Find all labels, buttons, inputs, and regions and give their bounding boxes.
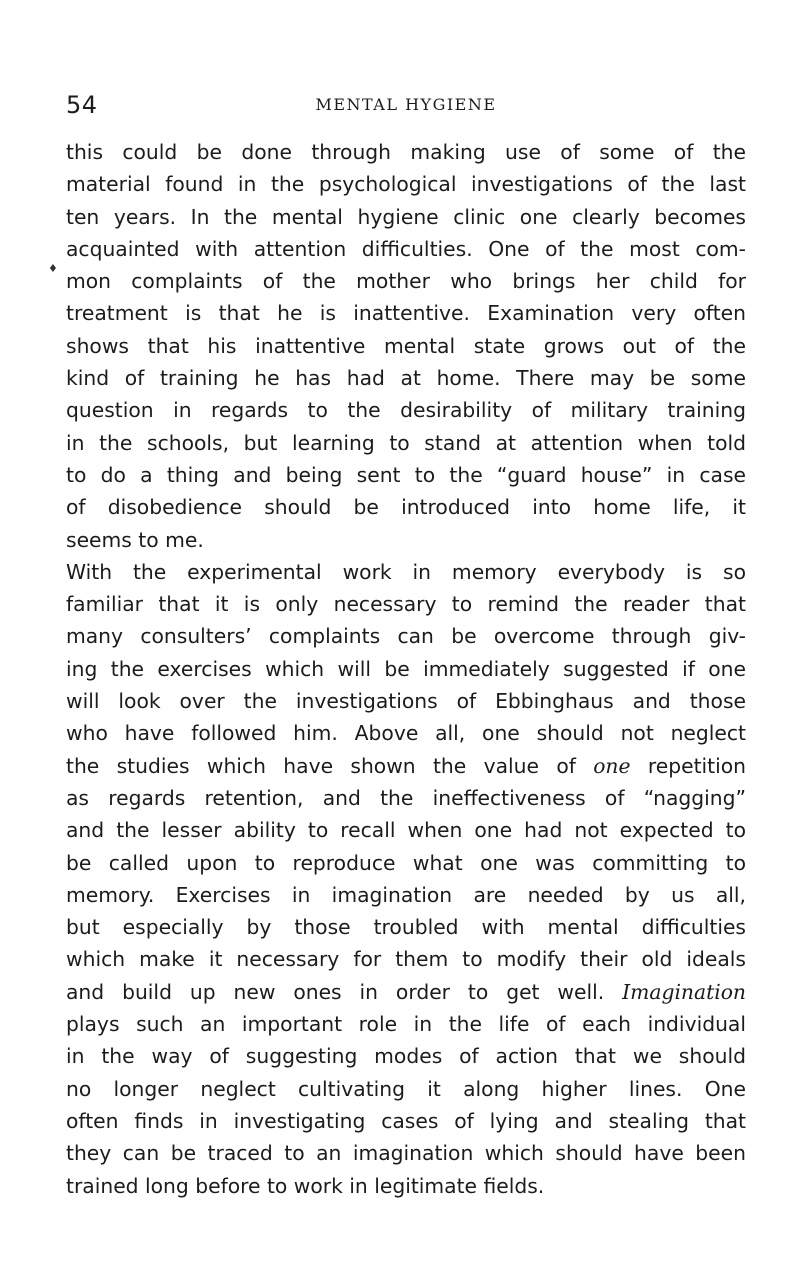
text-line: treatment is that he is inattentive. Examination very often [66,301,746,326]
text-line: familiar that it is only necessary to remind the reader that [66,592,746,617]
text-line: this could be done through making use of some of the [66,140,746,164]
text-line: to do a thing and being sent to the “guard house” in case [66,462,746,487]
italic-word-one: one [593,753,631,778]
text-line: ing the exercises which will be immediately suggested if one [66,656,746,681]
text-segment: the studies which have shown the value of [66,753,576,778]
text-line: plays such an important role in the life of each individual [66,1012,746,1037]
text-line: of disobedience should be introduced into home life, it [66,495,746,520]
paragraph-start-line: With the experimental work in memory everybody is so [66,559,746,584]
text-line: they can be traced to an imagination which should have been [66,1141,746,1166]
text-line: material found in the psychological investigations of the last [66,172,746,197]
text-line-with-italic [66,976,746,1008]
text-line: who have followed him. Above all, one should not neglect [66,721,746,746]
text-line: mon complaints of the mother who brings her child for [66,269,746,294]
text-line: often finds in investigating cases of lying and stealing that [66,1108,746,1133]
text-line-with-italic [66,750,746,782]
text-line: many consulters’ complaints can be overcome through giv- [66,624,746,649]
text-line: as regards retention, and the ineffectiveness of “nagging” [66,785,746,810]
text-line: no longer neglect cultivating it along higher lines. One [66,1076,746,1101]
text-line: shows that his inattentive mental state grows out of the [66,333,746,358]
text-line: ten years. In the mental hygiene clinic one clearly becomes [66,204,746,229]
text-line: but especially by those troubled with mental difficulties [66,915,746,940]
italic-word-imagination: Imagination [622,979,746,1004]
text-line: in the schools, but learning to stand at attention when told [66,430,746,455]
paragraph-end-line: seems to me. [66,527,204,552]
running-head [66,89,746,119]
text-line: and the lesser ability to recall when one had not expected to [66,818,746,843]
body-text [66,136,746,1202]
text-line: be called upon to reproduce what one was committing to [66,850,746,875]
text-line: which make it necessary for them to modify their old ideals [66,947,746,972]
text-line: memory. Exercises in imagination are needed by us all, [66,882,746,907]
text-line: acquainted with attention difficulties. One of the most com- [66,236,746,261]
text-line: question in regards to the desirability of military training [66,398,746,423]
paragraph-end-line: trained long before to work in legitimate fields. [66,1173,545,1198]
running-title: MENTAL HYGIENE [315,95,497,114]
margin-mark: ♦ [48,262,58,275]
text-segment: and build up new ones in order to get well. [66,979,605,1004]
text-line: will look over the investigations of Ebbinghaus and those [66,689,746,714]
text-line: kind of training he has had at home. There may be some [66,366,746,391]
page-number: 54 [66,91,98,119]
text-segment: repetition [647,753,747,778]
text-line: in the way of suggesting modes of action that we should [66,1044,746,1069]
